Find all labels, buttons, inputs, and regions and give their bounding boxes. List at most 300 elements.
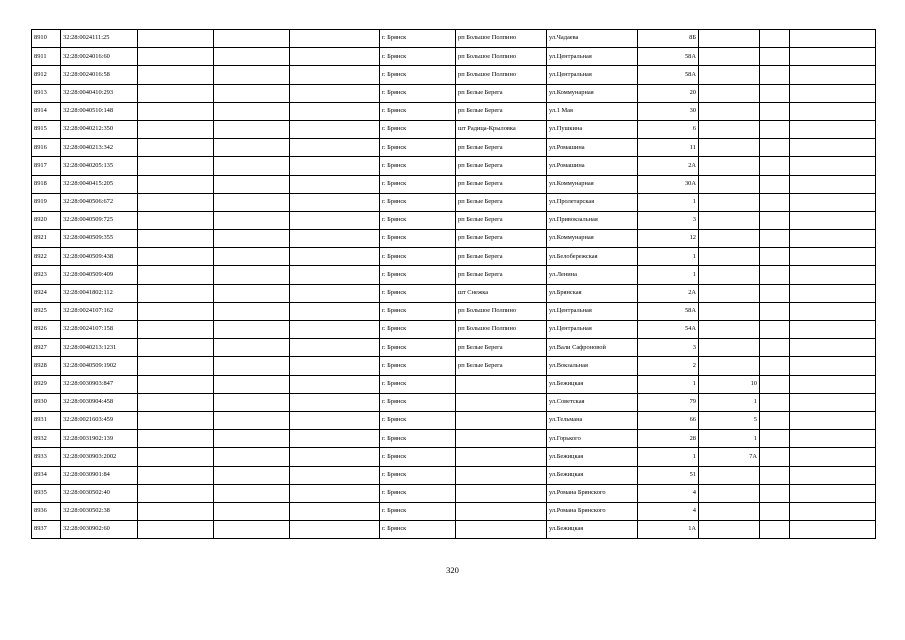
city-cell: г. Брянск [380, 48, 456, 66]
house-number-cell: 1 [638, 248, 699, 266]
empty-cell [138, 84, 214, 102]
record-number-cell: 8928 [32, 357, 61, 375]
record-number-cell: 8911 [32, 48, 61, 66]
empty-cell [790, 284, 876, 302]
building-number-cell [699, 248, 760, 266]
empty-cell [138, 466, 214, 484]
record-number-cell: 8912 [32, 66, 61, 84]
cadastral-number-cell: 32:28:0040213:1231 [61, 339, 138, 357]
house-number-cell: 2А [638, 284, 699, 302]
settlement-cell: рп Большое Полпино [456, 66, 547, 84]
house-number-cell: 2 [638, 357, 699, 375]
empty-cell [214, 175, 290, 193]
cadastral-number-cell: 32:28:0041802:112 [61, 284, 138, 302]
city-cell: г. Брянск [380, 339, 456, 357]
empty-cell [138, 375, 214, 393]
empty-cell [790, 466, 876, 484]
table-row [32, 521, 876, 539]
empty-cell [214, 357, 290, 375]
empty-cell [290, 248, 380, 266]
street-cell: ул.Бежицкая [547, 375, 638, 393]
settlement-cell: шт Снежка [456, 284, 547, 302]
record-number-cell: 8937 [32, 521, 61, 539]
street-cell: ул.Привокзальная [547, 211, 638, 229]
empty-cell [290, 66, 380, 84]
empty-cell [138, 321, 214, 339]
building-number-cell [699, 484, 760, 502]
apartment-cell [760, 502, 790, 520]
record-number-cell: 8934 [32, 466, 61, 484]
cadastral-number-cell: 32:28:0030502:38 [61, 502, 138, 520]
house-number-cell: 11 [638, 139, 699, 157]
apartment-cell [760, 266, 790, 284]
house-number-cell: 12 [638, 230, 699, 248]
empty-cell [290, 102, 380, 120]
table-row [32, 230, 876, 248]
table-row [32, 157, 876, 175]
apartment-cell [760, 211, 790, 229]
record-number-cell: 8921 [32, 230, 61, 248]
empty-cell [138, 411, 214, 429]
house-number-cell: 6 [638, 120, 699, 138]
empty-cell [790, 339, 876, 357]
street-cell: ул.Вали Сафроновой [547, 339, 638, 357]
empty-cell [138, 284, 214, 302]
empty-cell [290, 393, 380, 411]
street-cell: ул.Центральная [547, 302, 638, 320]
house-number-cell: 4 [638, 502, 699, 520]
empty-cell [138, 430, 214, 448]
record-number-cell: 8918 [32, 175, 61, 193]
record-number-cell: 8913 [32, 84, 61, 102]
house-number-cell: 58А [638, 66, 699, 84]
street-cell: ул.Брянская [547, 284, 638, 302]
empty-cell [214, 193, 290, 211]
empty-cell [214, 248, 290, 266]
building-number-cell: 1 [699, 393, 760, 411]
building-number-cell [699, 102, 760, 120]
empty-cell [214, 284, 290, 302]
street-cell: ул.Бежицкая [547, 466, 638, 484]
table-row [32, 302, 876, 320]
building-number-cell [699, 321, 760, 339]
empty-cell [138, 120, 214, 138]
empty-cell [790, 139, 876, 157]
cadastral-number-cell: 32:28:0030903:2002 [61, 448, 138, 466]
house-number-cell: 1А [638, 521, 699, 539]
table-row [32, 430, 876, 448]
empty-cell [790, 266, 876, 284]
empty-cell [790, 484, 876, 502]
settlement-cell: рп Большое Полпино [456, 30, 547, 48]
house-number-cell: 4 [638, 484, 699, 502]
empty-cell [290, 502, 380, 520]
settlement-cell: рп Большое Полпино [456, 48, 547, 66]
city-cell: г. Брянск [380, 466, 456, 484]
apartment-cell [760, 466, 790, 484]
cadastral-number-cell: 32:28:0031902:139 [61, 430, 138, 448]
register-body [32, 30, 876, 539]
table-row [32, 211, 876, 229]
empty-cell [138, 139, 214, 157]
house-number-cell: 3 [638, 211, 699, 229]
street-cell: ул.Пушкина [547, 120, 638, 138]
settlement-cell: рп Белые Берега [456, 230, 547, 248]
cadastral-number-cell: 32:28:0040509:1902 [61, 357, 138, 375]
table-row [32, 102, 876, 120]
page-number: 320 [446, 565, 459, 575]
empty-cell [790, 411, 876, 429]
street-cell: ул.Коммунарная [547, 230, 638, 248]
city-cell: г. Брянск [380, 484, 456, 502]
house-number-cell: 3 [638, 339, 699, 357]
city-cell: г. Брянск [380, 393, 456, 411]
house-number-cell: 28 [638, 430, 699, 448]
empty-cell [790, 321, 876, 339]
record-number-cell: 8936 [32, 502, 61, 520]
empty-cell [138, 230, 214, 248]
empty-cell [138, 448, 214, 466]
empty-cell [290, 484, 380, 502]
city-cell: г. Брянск [380, 430, 456, 448]
empty-cell [290, 48, 380, 66]
empty-cell [790, 430, 876, 448]
empty-cell [790, 84, 876, 102]
apartment-cell [760, 357, 790, 375]
house-number-cell: 2А [638, 157, 699, 175]
apartment-cell [760, 120, 790, 138]
cadastral-number-cell: 32:28:0030902:60 [61, 521, 138, 539]
cadastral-number-cell: 32:28:0040205:135 [61, 157, 138, 175]
apartment-cell [760, 430, 790, 448]
street-cell: ул.Бежицкая [547, 521, 638, 539]
cadastral-number-cell: 32:28:0040212:350 [61, 120, 138, 138]
empty-cell [790, 230, 876, 248]
city-cell: г. Брянск [380, 230, 456, 248]
empty-cell [790, 375, 876, 393]
city-cell: г. Брянск [380, 102, 456, 120]
empty-cell [290, 430, 380, 448]
empty-cell [214, 339, 290, 357]
street-cell: ул.Коммунарная [547, 175, 638, 193]
table-row [32, 484, 876, 502]
empty-cell [790, 157, 876, 175]
table-row [32, 411, 876, 429]
house-number-cell: 79 [638, 393, 699, 411]
empty-cell [214, 120, 290, 138]
city-cell: г. Брянск [380, 521, 456, 539]
empty-cell [290, 411, 380, 429]
apartment-cell [760, 484, 790, 502]
empty-cell [138, 302, 214, 320]
apartment-cell [760, 30, 790, 48]
record-number-cell: 8933 [32, 448, 61, 466]
building-number-cell [699, 284, 760, 302]
building-number-cell [699, 48, 760, 66]
empty-cell [138, 211, 214, 229]
settlement-cell: рп Белые Берега [456, 357, 547, 375]
settlement-cell: рп Белые Берега [456, 139, 547, 157]
apartment-cell [760, 321, 790, 339]
apartment-cell [760, 175, 790, 193]
empty-cell [214, 411, 290, 429]
record-number-cell: 8916 [32, 139, 61, 157]
empty-cell [214, 502, 290, 520]
settlement-cell: рп Большое Полпино [456, 321, 547, 339]
settlement-cell: рп Белые Берега [456, 266, 547, 284]
empty-cell [214, 430, 290, 448]
city-cell: г. Брянск [380, 375, 456, 393]
cadastral-number-cell: 32:28:0040509:355 [61, 230, 138, 248]
record-number-cell: 8932 [32, 430, 61, 448]
cadastral-number-cell: 32:28:0040509:438 [61, 248, 138, 266]
house-number-cell: 8Б [638, 30, 699, 48]
building-number-cell: 10 [699, 375, 760, 393]
record-number-cell: 8927 [32, 339, 61, 357]
apartment-cell [760, 411, 790, 429]
empty-cell [790, 211, 876, 229]
record-number-cell: 8922 [32, 248, 61, 266]
cadastral-number-cell: 32:28:0024016:60 [61, 48, 138, 66]
street-cell: ул.Пролетарская [547, 193, 638, 211]
street-cell: ул.Романа Брянского [547, 502, 638, 520]
settlement-cell: рп Белые Берега [456, 211, 547, 229]
empty-cell [290, 30, 380, 48]
street-cell: ул.Вокзальная [547, 357, 638, 375]
apartment-cell [760, 339, 790, 357]
building-number-cell [699, 139, 760, 157]
cadastral-number-cell: 32:28:0030901:84 [61, 466, 138, 484]
table-row [32, 193, 876, 211]
house-number-cell: 1 [638, 448, 699, 466]
street-cell: ул.Романа Брянского [547, 484, 638, 502]
empty-cell [214, 139, 290, 157]
empty-cell [290, 339, 380, 357]
table-row [32, 48, 876, 66]
street-cell: ул.Белобережская [547, 248, 638, 266]
empty-cell [138, 157, 214, 175]
table-row [32, 502, 876, 520]
cadastral-number-cell: 32:28:0024111:25 [61, 30, 138, 48]
empty-cell [290, 230, 380, 248]
city-cell: г. Брянск [380, 357, 456, 375]
record-number-cell: 8925 [32, 302, 61, 320]
city-cell: г. Брянск [380, 448, 456, 466]
settlement-cell: шт Радица-Крыловка [456, 120, 547, 138]
city-cell: г. Брянск [380, 248, 456, 266]
empty-cell [214, 102, 290, 120]
table-row [32, 66, 876, 84]
street-cell: ул.Центральная [547, 66, 638, 84]
empty-cell [290, 266, 380, 284]
empty-cell [290, 284, 380, 302]
street-cell: ул.Центральная [547, 48, 638, 66]
empty-cell [290, 521, 380, 539]
empty-cell [290, 193, 380, 211]
table-row [32, 120, 876, 138]
settlement-cell: рп Белые Берега [456, 175, 547, 193]
empty-cell [214, 375, 290, 393]
record-number-cell: 8926 [32, 321, 61, 339]
empty-cell [290, 211, 380, 229]
apartment-cell [760, 248, 790, 266]
empty-cell [138, 266, 214, 284]
empty-cell [214, 30, 290, 48]
record-number-cell: 8920 [32, 211, 61, 229]
settlement-cell: рп Белые Берега [456, 339, 547, 357]
apartment-cell [760, 139, 790, 157]
settlement-cell [456, 375, 547, 393]
empty-cell [138, 30, 214, 48]
building-number-cell [699, 466, 760, 484]
record-number-cell: 8930 [32, 393, 61, 411]
empty-cell [214, 48, 290, 66]
building-number-cell [699, 157, 760, 175]
city-cell: г. Брянск [380, 284, 456, 302]
empty-cell [290, 84, 380, 102]
street-cell: ул.Чадаева [547, 30, 638, 48]
empty-cell [214, 448, 290, 466]
empty-cell [214, 66, 290, 84]
cadastral-number-cell: 32:28:0040410:293 [61, 84, 138, 102]
city-cell: г. Брянск [380, 302, 456, 320]
cadastral-number-cell: 32:28:0030502:40 [61, 484, 138, 502]
empty-cell [138, 175, 214, 193]
empty-cell [214, 484, 290, 502]
street-cell: ул.Бежицкая [547, 448, 638, 466]
record-number-cell: 8910 [32, 30, 61, 48]
empty-cell [790, 175, 876, 193]
settlement-cell: рп Белые Берега [456, 248, 547, 266]
house-number-cell: 51 [638, 466, 699, 484]
city-cell: г. Брянск [380, 175, 456, 193]
empty-cell [138, 357, 214, 375]
empty-cell [138, 193, 214, 211]
cadastral-number-cell: 32:28:0024107:158 [61, 321, 138, 339]
apartment-cell [760, 230, 790, 248]
record-number-cell: 8917 [32, 157, 61, 175]
empty-cell [214, 266, 290, 284]
table-row [32, 448, 876, 466]
empty-cell [790, 30, 876, 48]
empty-cell [290, 321, 380, 339]
settlement-cell [456, 448, 547, 466]
empty-cell [790, 302, 876, 320]
cadastral-number-cell: 32:28:0040509:409 [61, 266, 138, 284]
empty-cell [138, 393, 214, 411]
register-sheet [31, 29, 876, 539]
empty-cell [138, 66, 214, 84]
apartment-cell [760, 393, 790, 411]
settlement-cell [456, 502, 547, 520]
settlement-cell [456, 393, 547, 411]
table-row [32, 357, 876, 375]
empty-cell [290, 466, 380, 484]
table-row [32, 375, 876, 393]
empty-cell [214, 302, 290, 320]
empty-cell [214, 157, 290, 175]
empty-cell [790, 193, 876, 211]
empty-cell [290, 302, 380, 320]
empty-cell [138, 484, 214, 502]
table-row [32, 321, 876, 339]
record-number-cell: 8914 [32, 102, 61, 120]
city-cell: г. Брянск [380, 321, 456, 339]
settlement-cell: рп Большое Полпино [456, 302, 547, 320]
record-number-cell: 8923 [32, 266, 61, 284]
empty-cell [290, 448, 380, 466]
empty-cell [214, 230, 290, 248]
table-row [32, 266, 876, 284]
settlement-cell: рп Белые Берега [456, 102, 547, 120]
empty-cell [790, 120, 876, 138]
empty-cell [138, 339, 214, 357]
cadastral-number-cell: 32:28:0021603:459 [61, 411, 138, 429]
table-row [32, 139, 876, 157]
city-cell: г. Брянск [380, 30, 456, 48]
empty-cell [290, 120, 380, 138]
cadastral-number-cell: 32:28:0040506:672 [61, 193, 138, 211]
table-row [32, 175, 876, 193]
street-cell: ул.Горького [547, 430, 638, 448]
settlement-cell [456, 411, 547, 429]
building-number-cell [699, 266, 760, 284]
street-cell: ул.Советская [547, 393, 638, 411]
empty-cell [290, 375, 380, 393]
building-number-cell [699, 84, 760, 102]
apartment-cell [760, 193, 790, 211]
city-cell: г. Брянск [380, 193, 456, 211]
empty-cell [138, 502, 214, 520]
street-cell: ул.Ленина [547, 266, 638, 284]
building-number-cell [699, 211, 760, 229]
street-cell: ул.Ромашина [547, 157, 638, 175]
cadastral-number-cell: 32:28:0030903:847 [61, 375, 138, 393]
table-row [32, 248, 876, 266]
building-number-cell [699, 357, 760, 375]
street-cell: ул.Ромашина [547, 139, 638, 157]
empty-cell [138, 521, 214, 539]
empty-cell [138, 48, 214, 66]
cadastral-number-cell: 32:28:0024107:162 [61, 302, 138, 320]
building-number-cell: 1 [699, 430, 760, 448]
cadastral-number-cell: 32:28:0040509:725 [61, 211, 138, 229]
city-cell: г. Брянск [380, 66, 456, 84]
empty-cell [790, 393, 876, 411]
record-number-cell: 8935 [32, 484, 61, 502]
city-cell: г. Брянск [380, 120, 456, 138]
record-number-cell: 8929 [32, 375, 61, 393]
empty-cell [290, 357, 380, 375]
cadastral-number-cell: 32:28:0030904:458 [61, 393, 138, 411]
street-cell: ул.Тельмана [547, 411, 638, 429]
house-number-cell: 1 [638, 266, 699, 284]
street-cell: ул.Центральная [547, 321, 638, 339]
table-row [32, 284, 876, 302]
apartment-cell [760, 102, 790, 120]
street-cell: ул.Коммунарная [547, 84, 638, 102]
house-number-cell: 20 [638, 84, 699, 102]
house-number-cell: 1 [638, 375, 699, 393]
building-number-cell [699, 193, 760, 211]
empty-cell [290, 157, 380, 175]
apartment-cell [760, 48, 790, 66]
table-row [32, 84, 876, 102]
cadastral-number-cell: 32:28:0040213:342 [61, 139, 138, 157]
apartment-cell [760, 84, 790, 102]
apartment-cell [760, 66, 790, 84]
house-number-cell: 58А [638, 48, 699, 66]
